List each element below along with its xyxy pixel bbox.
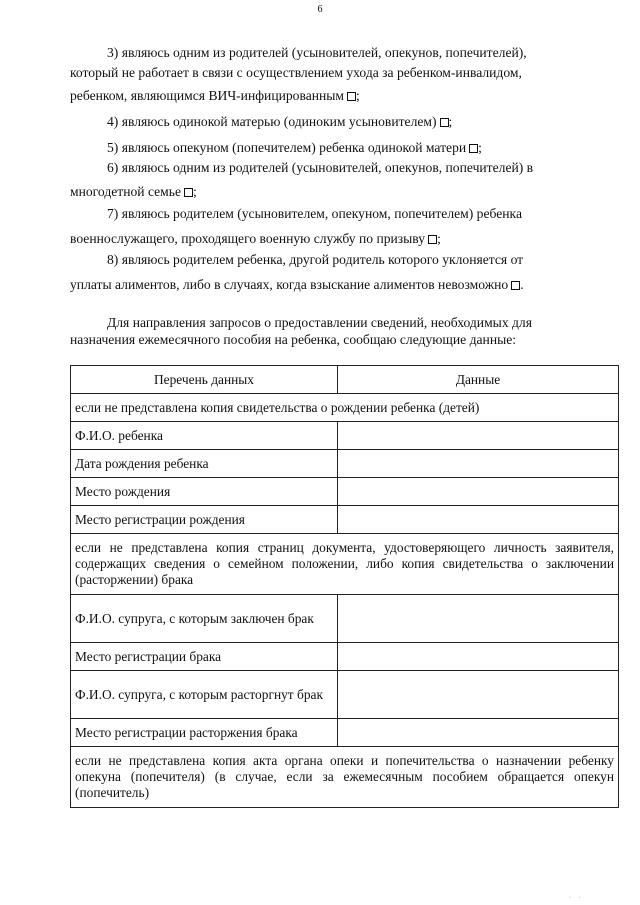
item-3-line-2: который не работает в связи с осуществлением ухода за ребенком-инвалидом, — [70, 65, 522, 80]
header-list-of-data: Перечень данных — [71, 366, 338, 394]
section-1-header: если не представлена копия свидетельства о рождении ребенка (детей) — [71, 394, 619, 422]
item-6-line-2: многодетной семье ; — [70, 184, 197, 199]
item-4-text: 4) являюсь одинокой матерью (одиноким усыновителем) — [107, 114, 437, 129]
section-2-header: если не представлена копия страниц документа, удостоверяющего личность заявителя, содержащих сведения о семейном положении, либо копия свидетельства о заключении (расторжении) брака — [71, 534, 619, 595]
checkbox-8[interactable] — [511, 281, 520, 290]
table-row — [71, 719, 619, 747]
item-7-line-1: 7) являюсь родителем (усыновителем, опекуном, попечителем) ребенка — [107, 206, 522, 221]
row-label: Ф.И.О. ребенка — [71, 422, 338, 450]
item-4-line: 4) являюсь одинокой матерью (одиноким усыновителем) ; — [107, 114, 453, 129]
page-number: 6 — [317, 4, 323, 15]
row-value-cell[interactable] — [338, 506, 619, 534]
item-8-line-1: 8) являюсь родителем ребенка, другой родитель которого уклоняется от — [107, 252, 524, 267]
row-label: Место регистрации рождения — [71, 506, 338, 534]
row-value-cell[interactable] — [338, 671, 619, 719]
section-1-row — [71, 394, 619, 422]
table-header-row — [71, 366, 619, 394]
row-value-cell[interactable] — [338, 643, 619, 671]
table-row — [71, 478, 619, 506]
table-row — [71, 595, 619, 643]
item-7-line-2: военнослужащего, проходящего военную службу по призыву ; — [70, 231, 441, 246]
section-2-row — [71, 534, 619, 595]
item-5-line: 5) являюсь опекуном (попечителем) ребенка одинокой матери ; — [107, 140, 482, 155]
table-row — [71, 450, 619, 478]
item-7-text: военнослужащего, проходящего военную службу по призыву — [70, 231, 426, 246]
row-label: Ф.И.О. супруга, с которым заключен брак — [71, 595, 338, 643]
table-row — [71, 506, 619, 534]
item-3-text: ребенком, являющимся ВИЧ-инфицированным — [70, 88, 345, 103]
header-data: Данные — [338, 366, 619, 394]
row-label: Дата рождения ребенка — [71, 450, 338, 478]
row-value-cell[interactable] — [338, 450, 619, 478]
row-label: Ф.И.О. супруга, с которым расторгнут брак — [71, 671, 338, 719]
row-value-cell[interactable] — [338, 478, 619, 506]
row-value-cell[interactable] — [338, 719, 619, 747]
checkbox-4[interactable] — [440, 118, 449, 127]
item-3-line-3: ребенком, являющимся ВИЧ-инфицированным ; — [70, 88, 360, 103]
intro-line-2: назначения ежемесячного пособия на ребенка, сообщаю следующие данные: — [70, 332, 517, 347]
item-5-text: 5) являюсь опекуном (попечителем) ребенка одинокой матери — [107, 140, 467, 155]
item-6-text: многодетной семье — [70, 184, 182, 199]
row-label: Место регистрации расторжения брака — [71, 719, 338, 747]
checkbox-7[interactable] — [428, 235, 437, 244]
row-value-cell[interactable] — [338, 422, 619, 450]
data-table — [70, 365, 619, 808]
checkbox-6[interactable] — [184, 188, 193, 197]
intro-line-1: Для направления запросов о предоставлении сведений, необходимых для — [107, 315, 532, 330]
checkbox-3[interactable] — [347, 92, 356, 101]
item-8-text: уплаты алиментов, либо в случаях, когда взыскание алиментов невозможно — [70, 277, 509, 292]
scan-artifact: · · — [569, 895, 584, 901]
section-3-header: если не представлена копия акта органа опеки и попечительства о назначении ребенку опекуна (попечителя) (в случае, если за ежемесячным пособием обращается опекун (попечитель) — [71, 747, 619, 808]
table-row — [71, 422, 619, 450]
table-row — [71, 643, 619, 671]
row-value-cell[interactable] — [338, 595, 619, 643]
item-3-line-1: 3) являюсь одним из родителей (усыновителей, опекунов, попечителей), — [107, 45, 527, 60]
row-label: Место рождения — [71, 478, 338, 506]
checkbox-5[interactable] — [469, 144, 478, 153]
item-6-line-1: 6) являюсь одним из родителей (усыновителей, опекунов, попечителей) в — [107, 160, 534, 175]
item-8-line-2: уплаты алиментов, либо в случаях, когда взыскание алиментов невозможно . — [70, 277, 524, 292]
section-3-row — [71, 747, 619, 808]
table-row — [71, 671, 619, 719]
row-label: Место регистрации брака — [71, 643, 338, 671]
